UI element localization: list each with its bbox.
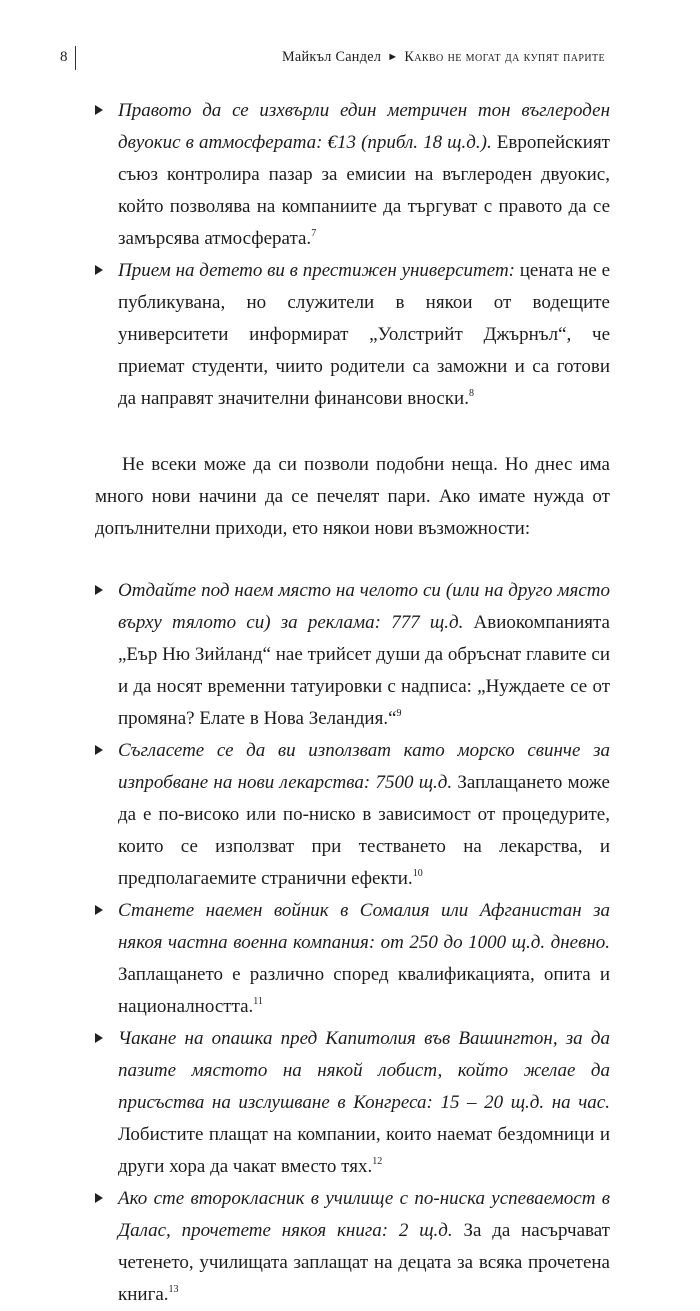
spacer: [95, 545, 610, 575]
item-body: цената не е публикувана, но служители в някои от водещите университети информират „Уолстрийт Джърнъл“, че приемат студенти, чиито родители са заможни и са готови да направят значителни финансови вноски.: [118, 260, 610, 409]
bullet-triangle-icon: [95, 585, 103, 595]
item-lead: Ако сте второкласник в училище с по-ниска успеваемост в Далас, прочетете някоя книга: 2 щ.д.: [118, 1188, 610, 1241]
item-lead: Прием на детето ви в престижен университет:: [118, 260, 515, 281]
footnote-ref: 13: [168, 1283, 179, 1295]
bullet-triangle-icon: [95, 905, 103, 915]
footnote-ref: 7: [311, 227, 317, 239]
bullet-triangle-icon: [95, 105, 103, 115]
list-item: [95, 895, 610, 1023]
page-number: 8: [60, 49, 68, 65]
bullet-list-2: [95, 575, 610, 1311]
list-item: [95, 1023, 610, 1183]
running-title: [282, 49, 605, 66]
item-body: Европейският съюз контролира пазар за емисии на въглероден двуокис, който позволява на компаниите да търгуват с правото да се замърсява атмосферата.: [118, 132, 610, 249]
bullet-triangle-icon: [95, 1193, 103, 1203]
running-header: [55, 46, 605, 74]
list-item: [95, 1183, 610, 1311]
item-body: Заплащането може да е по-високо или по-ниско в зависимост от процедурите, които се използват при тестването на лекарства, и предполагаемите странични ефекти.: [118, 772, 610, 889]
bullet-list-1: [95, 95, 610, 415]
list-item: [95, 575, 610, 735]
footnote-ref: 11: [253, 995, 263, 1007]
footnote-ref: 12: [372, 1155, 383, 1167]
page-body: [95, 95, 610, 1311]
item-lead: Правото да се изхвърли един метричен тон въглероден двуокис в атмосферата: €13 (прибл. 18 щ.д.).: [118, 100, 610, 153]
footnote-ref: 8: [468, 387, 474, 399]
item-body: Лобистите плащат на компании, които наемат бездомници и други хора да чакат вместо тях.: [118, 1124, 610, 1177]
item-lead: Станете наемен войник в Сомалия или Афганистан за някоя частна военна компания: от 250 до 1000 щ.д. дневно.: [118, 900, 610, 953]
spacer: [95, 415, 610, 449]
bullet-triangle-icon: [95, 265, 103, 275]
footnote-ref: 10: [412, 867, 423, 879]
author-name: Майкъл Сандел: [281, 49, 382, 65]
footnote-ref: 9: [396, 707, 402, 719]
item-lead: Чакане на опашка пред Капитолия във Вашингтон, за да пазите мястото на някой лобист, който желае да присъства на изслушване в Конгреса: 15 – 20 щ.д. на час.: [118, 1028, 610, 1113]
list-item: [95, 95, 610, 255]
triangle-right-icon: ►: [387, 51, 399, 63]
bullet-triangle-icon: [95, 745, 103, 755]
item-lead: Отдайте под наем място на челото си (или на друго място върху тялото си) за реклама: 777 щ.д.: [118, 580, 610, 633]
item-body: Авиокомпанията „Еър Ню Зийланд“ нае трийсет души да обръснат главите си и да носят временни татуировки с надписа: „Нуждаете се от промяна? Елате в Нова Зеландия.“: [118, 612, 610, 729]
body-paragraph: Не всеки може да си позволи подобни неща. Но днес има много нови начини да се печелят пари. Ако имате нужда от допълнителни приходи, ето някои нови възможности:: [95, 454, 610, 539]
list-item: [95, 255, 610, 415]
list-item: [95, 735, 610, 895]
item-body: За да насърчават четенето, училищата заплащат на децата за всяка прочетена книга.: [118, 1220, 610, 1305]
header-divider: [75, 46, 76, 70]
bullet-triangle-icon: [95, 1033, 103, 1043]
item-lead: Съгласете се да ви използват като морско свинче за изпробване на нови лекарства: 7500 щ.д.: [118, 740, 610, 793]
book-title: Какво не могат да купят парите: [404, 49, 605, 65]
item-body: Заплащането е различно според квалификацията, опита и националността.: [118, 964, 610, 1017]
